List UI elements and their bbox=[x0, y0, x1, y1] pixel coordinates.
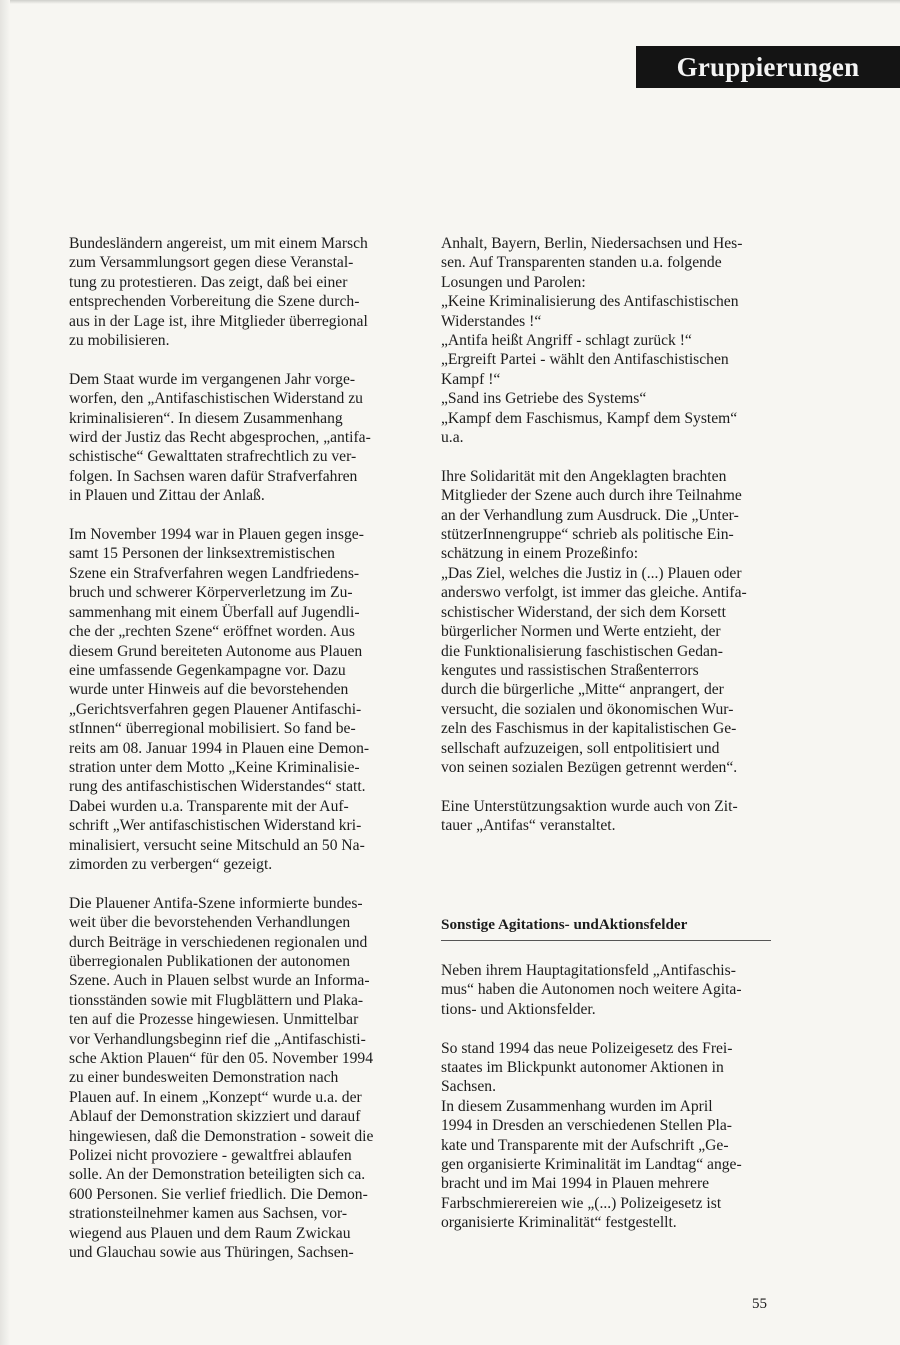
text-line: anderswo verfolgt, ist immer das gleiche. Antifa- bbox=[441, 584, 747, 602]
text-line: entsprechenden Vorbereitung die Szene durch- bbox=[69, 293, 360, 311]
text-line: 600 Personen. Sie verlief friedlich. Die Demon- bbox=[69, 1185, 368, 1203]
text-line: solle. An der Demonstration beteiligten sich ca. bbox=[69, 1166, 366, 1184]
text-line: minalisiert, versucht seine Mitschuld an 50 Na- bbox=[69, 836, 365, 854]
text-line: bürgerlicher Normen und Werte entzieht, der bbox=[441, 623, 721, 641]
text-line: Farbschmierereien wie „(...) Polizeigesetz ist bbox=[441, 1194, 722, 1212]
text-line: schätzung in einem Prozeßinfo: bbox=[441, 545, 639, 563]
text-line: Neben ihrem Hauptagitationsfeld „Antifaschis- bbox=[441, 961, 736, 979]
text-line: kriminalisieren“. In diesem Zusammenhang bbox=[69, 409, 343, 427]
text-line: tung zu protestieren. Das zeigt, daß bei einer bbox=[69, 273, 348, 291]
text-line: worfen, den „Antifaschistischen Widerstand zu bbox=[69, 390, 363, 408]
text-line: mus“ haben die Autonomen noch weitere Agita- bbox=[441, 981, 742, 999]
text-line: tions- und Aktionsfelder. bbox=[441, 1000, 596, 1018]
text-line: Kampf !“ bbox=[441, 370, 501, 388]
text-line: sammenhang mit einem Überfall auf Jugendli- bbox=[69, 603, 360, 621]
text-line: stInnen“ überregional mobilisiert. So fand be- bbox=[69, 720, 356, 738]
text-line: hingewiesen, daß die Demonstration - soweit die bbox=[69, 1127, 374, 1145]
text-line: schrift „Wer antifaschistischen Widerstand kri- bbox=[69, 817, 362, 835]
text-line: sche Aktion Plauen“ für den 05. November 1994 bbox=[69, 1050, 374, 1068]
section-tab: Gruppierungen bbox=[636, 46, 900, 88]
paragraph bbox=[69, 894, 397, 1263]
text-line: „Gerichtsverfahren gegen Plauener Antifaschi- bbox=[69, 700, 362, 718]
text-line: in Plauen und Zittau der Anlaß. bbox=[69, 487, 265, 505]
text-line: durch Beiträge in verschiedenen regionalen und bbox=[69, 933, 368, 951]
text-line: 1994 in Dresden an verschiedenen Stellen Pla- bbox=[441, 1117, 732, 1135]
text-line: versucht, die sozialen und ökonomischen Wur- bbox=[441, 700, 734, 718]
text-line: Plauen auf. In einem „Konzept“ wurde u.a. der bbox=[69, 1088, 362, 1106]
text-line: wiegend aus Plauen und dem Raum Zwickau bbox=[69, 1224, 351, 1242]
text-line: schistische“ Gewalttaten strafrechtlich zu ver- bbox=[69, 448, 357, 466]
text-line: stration unter dem Motto „Keine Kriminalisie- bbox=[69, 758, 360, 776]
text-line: durch die bürgerliche „Mitte“ anprangert, der bbox=[441, 681, 724, 699]
text-line: bruch und schwerer Körperverletzung im Zu- bbox=[69, 584, 353, 602]
text-line: zu mobilisieren. bbox=[69, 332, 170, 350]
text-line: Ablauf der Demonstration skizziert und darauf bbox=[69, 1108, 361, 1126]
text-line: sen. Auf Transparenten standen u.a. folgende bbox=[441, 254, 722, 272]
text-line: aus in der Lage ist, ihre Mitglieder überregional bbox=[69, 312, 368, 330]
text-line: „Antifa heißt Angriff - schlagt zurück !“ bbox=[441, 332, 692, 350]
text-line: die Funktionalisierung faschistischen Gedan- bbox=[441, 642, 723, 660]
text-line: weit über die bevorstehenden Verhandlungen bbox=[69, 914, 351, 932]
text-line: Mitglieder der Szene auch durch ihre Teilnahme bbox=[441, 487, 742, 505]
section-heading bbox=[441, 915, 771, 941]
text-line: staates im Blickpunkt autonomer Aktionen in bbox=[441, 1058, 724, 1076]
text-line: „Das Ziel, welches die Justiz in (...) Plauen oder bbox=[441, 564, 742, 582]
paragraph bbox=[69, 234, 397, 350]
text-line: Anhalt, Bayern, Berlin, Niedersachsen und Hes- bbox=[441, 235, 743, 252]
text-line: diesem Grund bereiteten Autonome aus Plauen bbox=[69, 642, 363, 660]
text-line: ten auf die Prozesse hingewiesen. Unmittelbar bbox=[69, 1011, 359, 1029]
text-line: tionsständen sowie mit Flugblättern und Plaka- bbox=[69, 991, 364, 1009]
text-line: überregionalen Publikationen der autonomen bbox=[69, 952, 351, 970]
text-line: wurde unter Hinweis auf die bevorstehenden bbox=[69, 681, 349, 699]
text-line: Dem Staat wurde im vergangenen Jahr vorge- bbox=[69, 370, 356, 388]
text-line: Im November 1994 war in Plauen gegen insge- bbox=[69, 526, 364, 544]
paragraph bbox=[69, 370, 397, 506]
text-line: che der „rechten Szene“ eröffnet worden. Aus bbox=[69, 623, 355, 641]
paragraph bbox=[441, 1039, 771, 1233]
right-column bbox=[441, 234, 771, 1252]
text-line: von seinen sozialen Bezügen getrennt werden“. bbox=[441, 758, 738, 776]
scan-top-edge bbox=[0, 0, 900, 4]
text-line: schistischer Widerstand, der sich dem Korsett bbox=[441, 603, 726, 621]
text-line: Dabei wurden u.a. Transparente mit der Auf- bbox=[69, 797, 349, 815]
paragraph-slogans bbox=[441, 234, 771, 447]
text-line: zum Versammlungsort gegen diese Veranstal- bbox=[69, 254, 354, 272]
text-line: stützerInnengruppe“ schrieb als politische Ein- bbox=[441, 526, 734, 544]
text-line: kengutes und rassistischen Straßenterrors bbox=[441, 661, 699, 679]
scan-left-edge bbox=[0, 0, 10, 1345]
text-line: Ihre Solidarität mit den Angeklagten brachten bbox=[441, 467, 727, 485]
text-line: „Sand ins Getriebe des Systems“ bbox=[441, 390, 647, 408]
paragraph bbox=[441, 467, 771, 778]
paragraph bbox=[441, 797, 771, 836]
text-line: gen organisierte Kriminalität im Landtag“ ange- bbox=[441, 1156, 742, 1174]
text-line: kate und Transparente mit der Aufschrift „Ge- bbox=[441, 1136, 729, 1154]
text-line: Die Plauener Antifa-Szene informierte bundes- bbox=[69, 894, 363, 912]
text-line: eine umfassende Gegenkampagne vor. Dazu bbox=[69, 661, 346, 679]
text-line: sellschaft aufzuzeigen, soll entpolitisiert und bbox=[441, 739, 720, 757]
page-number: 55 bbox=[752, 1296, 767, 1312]
text-line: bracht und im Mai 1994 in Plauen mehrere bbox=[441, 1175, 710, 1193]
left-column bbox=[69, 234, 397, 1282]
text-line: Polizei nicht provoziere - gewaltfrei ablaufen bbox=[69, 1147, 352, 1165]
text-line: Aktionsfelder bbox=[598, 915, 688, 933]
text-line: reits am 08. Januar 1994 in Plauen eine Demon- bbox=[69, 739, 370, 757]
text-line: folgen. In Sachsen waren dafür Strafverfahren bbox=[69, 467, 358, 485]
text-line: Widerstandes !“ bbox=[441, 312, 542, 330]
text-line: Losungen und Parolen: bbox=[441, 273, 586, 291]
text-line: strationsteilnehmer kamen aus Sachsen, vor- bbox=[69, 1205, 348, 1223]
paragraph bbox=[69, 525, 397, 874]
text-line: und Glauchau sowie aus Thüringen, Sachsen- bbox=[69, 1244, 354, 1262]
text-line: zu einer bundesweiten Demonstration nach bbox=[69, 1069, 339, 1087]
text-line: Bundesländern angereist, um mit einem Marsch bbox=[69, 235, 368, 252]
text-line: Sachsen. bbox=[441, 1078, 496, 1096]
text-line: „Kampf dem Faschismus, Kampf dem System“ bbox=[441, 409, 738, 427]
text-line: Sonstige Agitations- und bbox=[441, 915, 599, 933]
text-line: Szene. Auch in Plauen selbst wurde an Informa- bbox=[69, 972, 370, 990]
text-line: Eine Unterstützungsaktion wurde auch von Zit- bbox=[441, 797, 738, 815]
text-line: In diesem Zusammenhang wurden im April bbox=[441, 1097, 713, 1115]
text-line: So stand 1994 das neue Polizeigesetz des Frei- bbox=[441, 1039, 733, 1057]
text-line: samt 15 Personen der linksextremistischen bbox=[69, 545, 335, 563]
text-line: u.a. bbox=[441, 429, 464, 447]
text-line: zeln des Faschismus in der kapitalistischen Ge- bbox=[441, 720, 737, 738]
text-line: an der Verhandlung zum Ausdruck. Die „Unter- bbox=[441, 506, 739, 524]
text-line: Szene ein Strafverfahren wegen Landfriedens- bbox=[69, 564, 360, 582]
text-line: zimorden zu verbergen“ gezeigt. bbox=[69, 855, 273, 873]
text-line: tauer „Antifas“ veranstaltet. bbox=[441, 817, 616, 835]
text-line: wird der Justiz das Recht abgesprochen, „antifa- bbox=[69, 429, 371, 447]
text-line: „Keine Kriminalisierung des Antifaschistischen bbox=[441, 293, 739, 311]
text-line: vor Verhandlungsbeginn rief die „Antifaschisti- bbox=[69, 1030, 366, 1048]
text-line: rung des antifaschistischen Widerstandes“ statt. bbox=[69, 778, 366, 796]
text-line: „Ergreift Partei - wählt den Antifaschistischen bbox=[441, 351, 729, 369]
text-line: organisierte Kriminalität“ festgestellt. bbox=[441, 1214, 677, 1232]
paragraph bbox=[441, 961, 771, 1019]
